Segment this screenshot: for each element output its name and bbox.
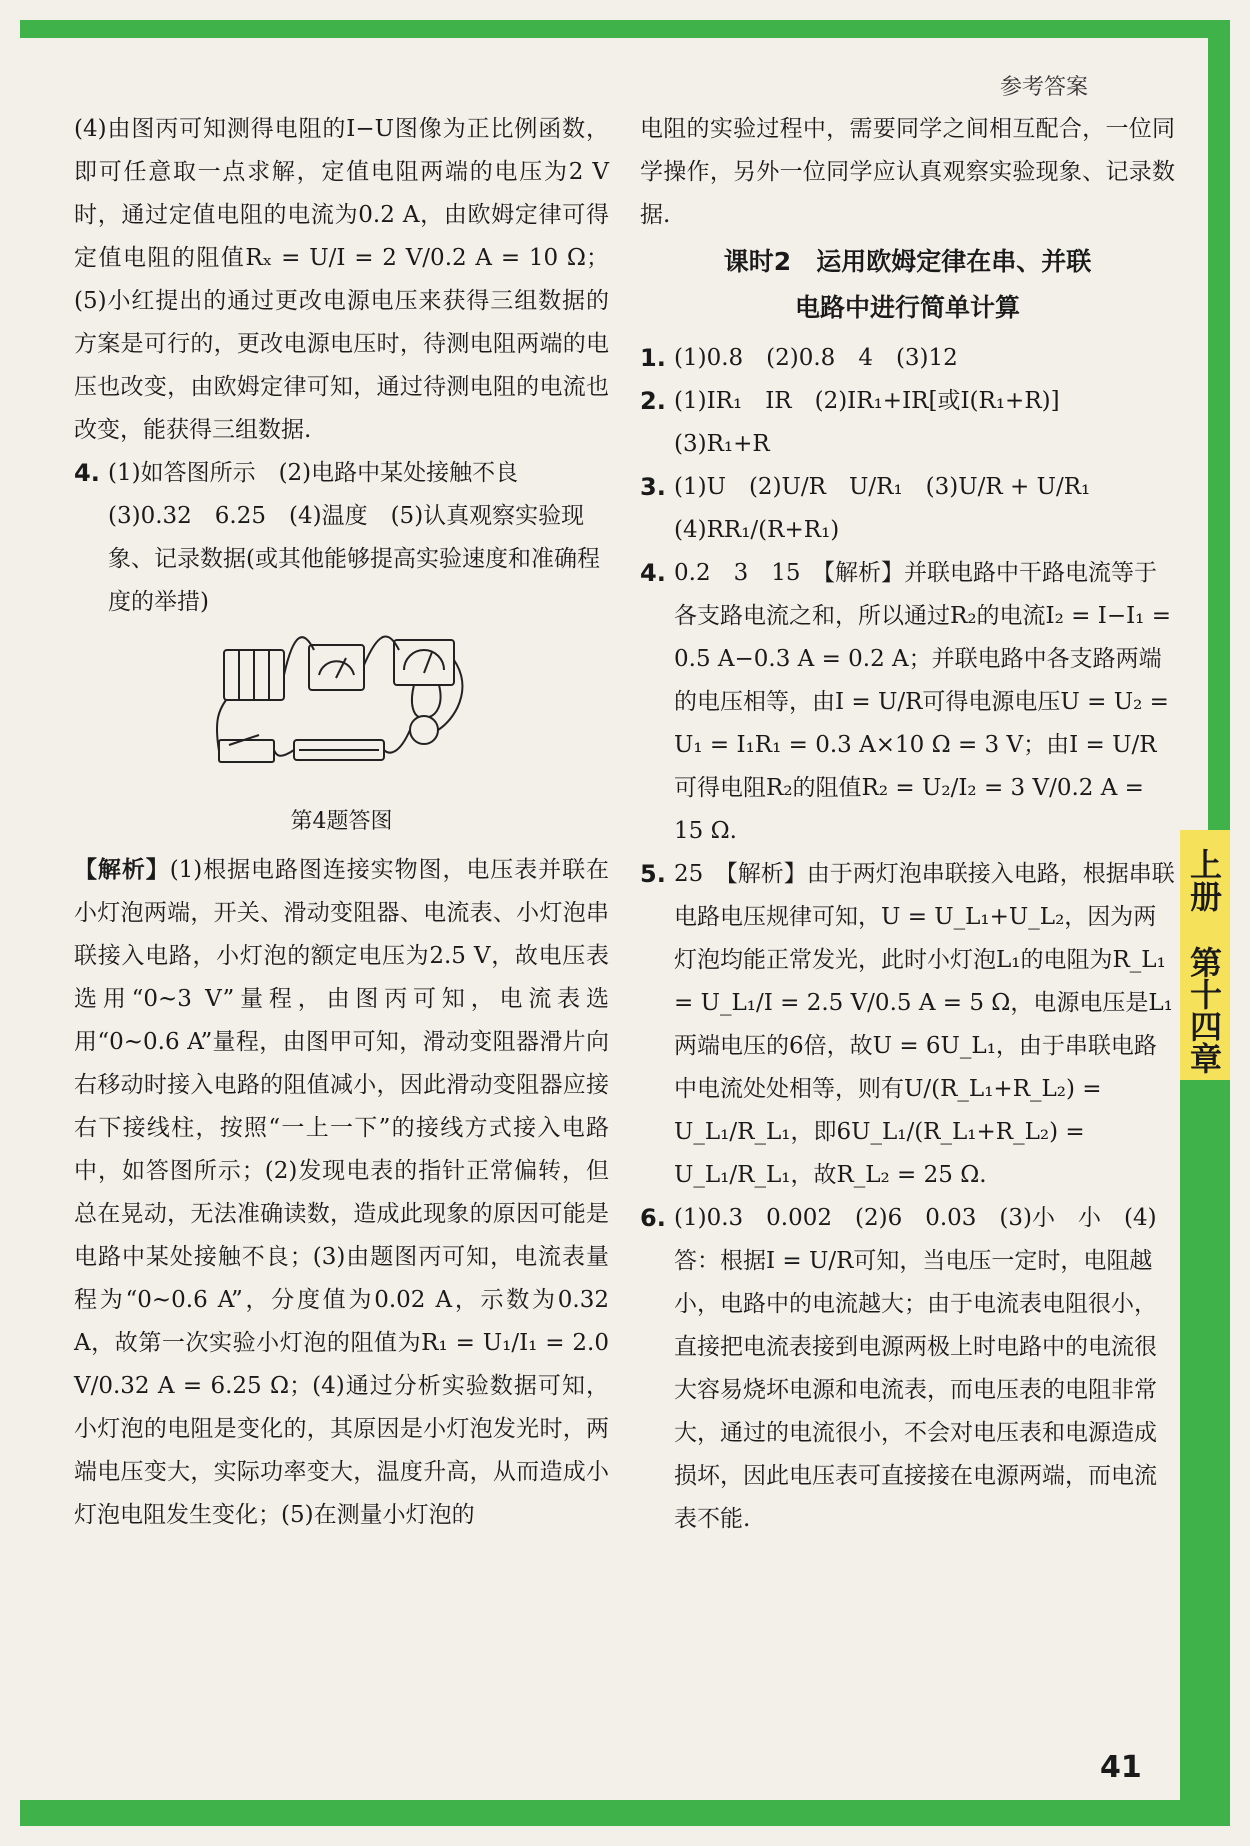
item-text: (1)U (2)U/R U/R₁ (3)U/R + U/R₁ (4)RR₁/(R+R₁) — [674, 474, 1114, 543]
lesson-title — [640, 239, 1175, 331]
circuit-diagram-icon — [214, 630, 474, 800]
answer-item-2 — [640, 380, 1175, 466]
paragraph-continuation-right: 电阻的实验过程中，需要同学之间相互配合，一位同学操作，另外一位同学应认真观察实验现象、记录数据. — [640, 116, 1175, 228]
paragraph-continuation: (4)由图丙可知测得电阻的I−U图像为正比例函数，即可任意取一点求解，定值电阻两端的电压为2 V时，通过定值电阻的电流为0.2 A，由欧姆定律可得定值电阻的阻值Rₓ = U/I = 2 V/0.2 A = 10 Ω；(5)小红提出的通过更改电源电压来获得三组数据的方案是可行的，更改电源电压时，待测电阻两端的电压也改变，由欧姆定律可知，通过待测电阻的电流也改变，能获得三组数据. — [74, 116, 609, 443]
answer-item-4-right — [640, 552, 1175, 853]
answer-item-6 — [640, 1197, 1175, 1541]
lesson-title-line2: 电路中进行简单计算 — [794, 293, 1020, 322]
item-text: 25 【解析】由于两灯泡串联接入电路，根据串联电路电压规律可知，U = U_L₁+U_L₂，因为两灯泡均能正常发光，此时小灯泡L₁的电阻为R_L₁ = U_L₁/I = 2.5 V/0.5 A = 5 Ω，电源电压是L₁两端电压的6倍，故U = 6U_L₁，由于串联电路中电流处处相等，则有U/(R_L₁+R_L₂) = U_L₁/R_L₁，即6U_L₁/(R_L₁+R_L₂) = U_L₁/R_L₁，故R_L₂ = 25 Ω. — [674, 861, 1175, 1188]
chapter-label: 第十四章 — [1185, 946, 1223, 1074]
answer-item-3 — [640, 466, 1175, 552]
analysis-tag: 【解析】 — [74, 857, 170, 883]
header-label: 参考答案 — [1000, 75, 1089, 100]
analysis-text: (1)根据电路图连接实物图，电压表并联在小灯泡两端，开关、滑动变阻器、电流表、小灯泡串联接入电路，小灯泡的额定电压为2.5 V，故电压表选用“0~3 V”量程，由图丙可知，电流表选用“0~0.6 A”量程，由图甲可知，滑动变阻器滑片向右移动时接入电路的阻值减小，因此滑动变阻器应接右下接线柱，按照“一上一下”的接线方式接入电路中，如答图所示；(2)发现电表的指针正常偏转，但总在晃动，无法准确读数，造成此现象的原因可能是电路中某处接触不良；(3)由题图丙可知，电流表量程为“0~0.6 A”，分度值为0.02 A，示数为0.32 A，故第一次实验小灯泡的阻值为R₁ = U₁/I₁ = 2.0 V/0.32 A = 6.25 Ω；(4)通过分析实验数据可知，小灯泡的电阻是变化的，其原因是小灯泡发光时，两端电压变大，实际功率变大，温度升高，从而造成小灯泡电阻发生变化；(5)在测量小灯泡的 — [74, 857, 609, 1528]
item-number: 4. — [74, 459, 100, 487]
item-number: 4. — [640, 559, 666, 587]
right-green-bar — [1208, 20, 1230, 830]
item-number: 5. — [640, 860, 666, 888]
page-number: 41 — [1100, 1750, 1142, 1785]
item-number: 2. — [640, 387, 666, 415]
item-text: 0.2 3 15 【解析】并联电路中干路电流等于各支路电流之和，所以通过R₂的电流I₂ = I−I₁ = 0.5 A−0.3 A = 0.2 A；并联电路中各支路两端的电压相等，由I = U/R可得电源电压U = U₂ = U₁ = I₁R₁ = 0.3 A×10 Ω = 3 V；由I = U/R可得电阻R₂的阻值R₂ = U₂/I₂ = 3 V/0.2 A = 15 Ω. — [674, 560, 1171, 844]
right-column — [640, 108, 1175, 1541]
circuit-figure — [74, 630, 609, 800]
right-green-bar-lower — [1180, 1080, 1230, 1800]
volume-label: 上册 — [1185, 848, 1223, 912]
answer-item-1 — [640, 337, 1175, 380]
item-text: (1)如答图所示 (2)电路中某处接触不良 (3)0.32 6.25 (4)温度 (5)认真观察实验现象、记录数据(或其他能够提高实验速度和准确程度的举措) — [108, 460, 600, 615]
answer-item-4 — [74, 452, 609, 624]
item-number: 3. — [640, 473, 666, 501]
item-text: (1)0.8 (2)0.8 4 (3)12 — [674, 345, 958, 371]
left-column — [74, 108, 609, 1537]
item-text: (1)0.3 0.002 (2)6 0.03 (3)小 小 (4)答：根据I = U/R可知，当电压一定时，电阻越小，电路中的电流越大；由于电流表电阻很小，直接把电流表接到电源两极上时电路中的电流很大容易烧坏电源和电流表，而电压表的电阻非常大，通过的电流很小，不会对电压表和电源造成损坏，因此电压表可直接接在电源两端，而电流表不能. — [674, 1205, 1157, 1532]
top-green-bar — [20, 20, 1230, 38]
bottom-green-bar — [20, 1800, 1230, 1826]
item-number: 1. — [640, 344, 666, 372]
item-number: 6. — [640, 1204, 666, 1232]
analysis-paragraph — [74, 849, 609, 1537]
item-text: (1)IR₁ IR (2)IR₁+IR[或I(R₁+R)] (3)R₁+R — [674, 388, 1083, 457]
lesson-title-line1: 课时2 运用欧姆定律在串、并联 — [723, 247, 1092, 276]
figure-caption: 第4题答图 — [290, 809, 393, 834]
answer-item-5 — [640, 853, 1175, 1197]
